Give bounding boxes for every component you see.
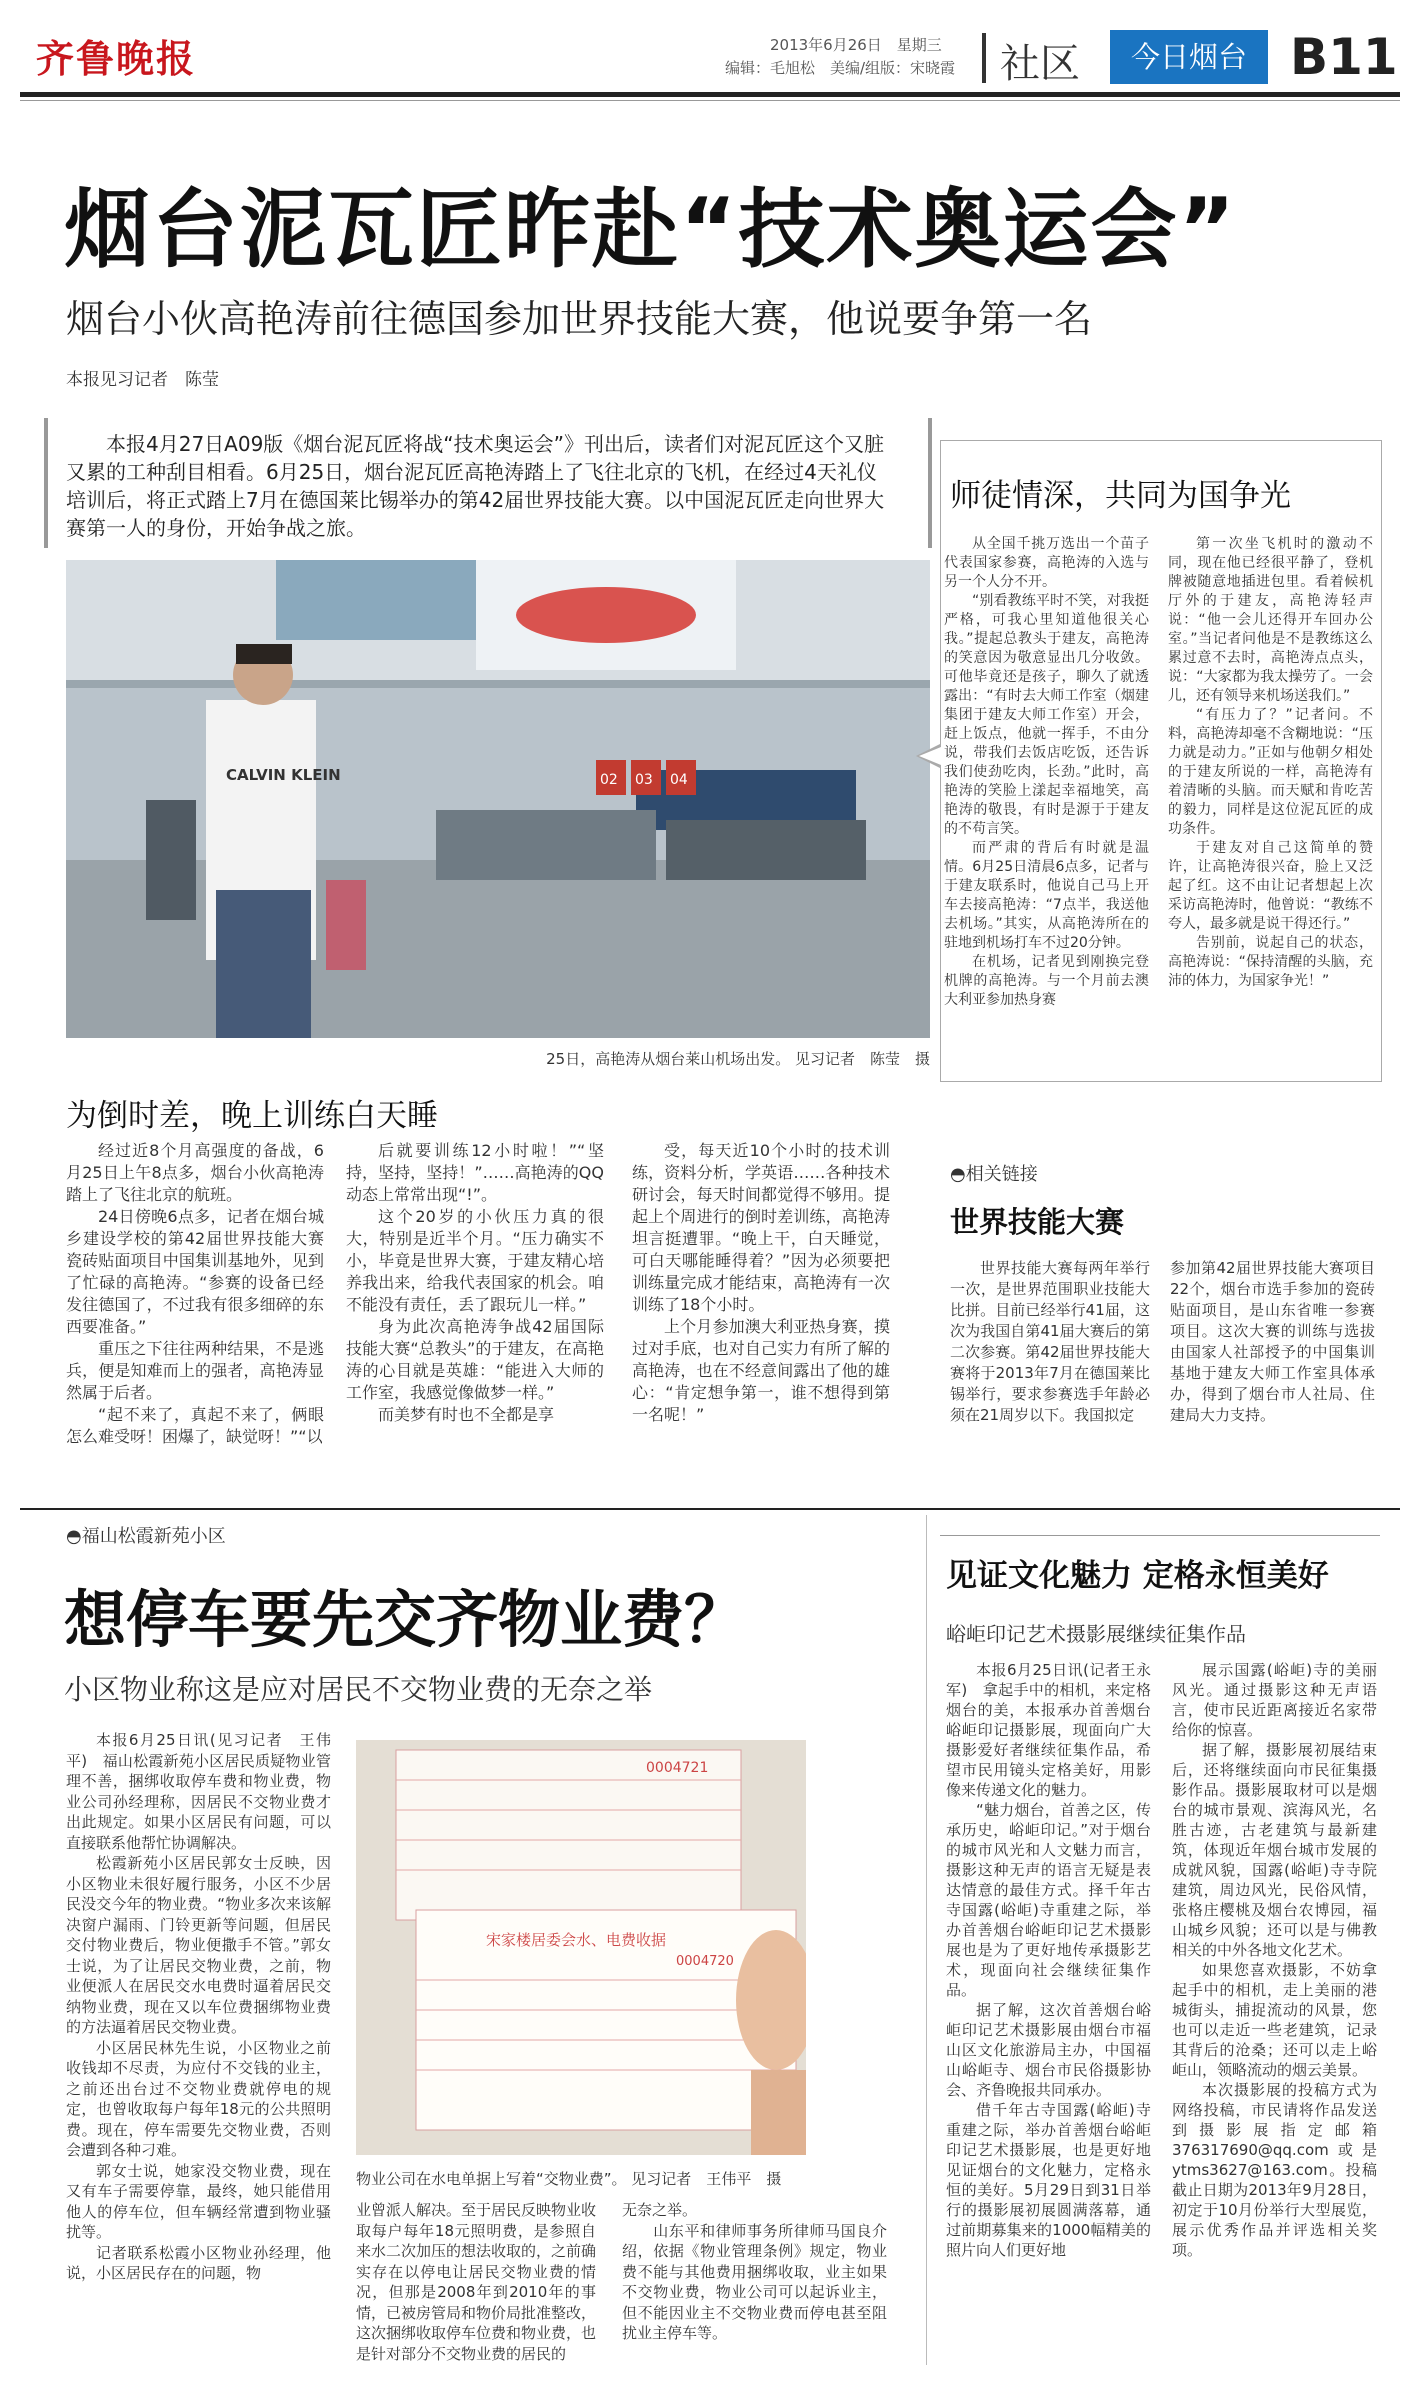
header-divider xyxy=(982,33,986,83)
paragraph: 郭女士说，她家没交物业费，现在又有车子需要停靠，最终，她只能借用他人的停车位，但车辆经常遭到物业骚扰等。 xyxy=(66,2161,331,2241)
paragraph: 本报6月25日讯(记者王永军) 拿起手中的相机，来定格烟台的美，本报承办首善烟台峪岠印记摄影展，现面向广大摄影爱好者继续征集作品，希望市民用镜头定格美好，用影像来传递文化的魅力。 xyxy=(946,1661,1151,1799)
paragraph: 而严肃的背后有时就是温情。6月25日清晨6点多，记者与于建友联系时，他说自己马上开车去接高艳涛：“7点半，我送他去机场。”其实，从高艳涛所在的驻地到机场打车不过20分钟。 xyxy=(944,840,1149,951)
paragraph: 借千年古寺国露(峪岠)寺重建之际，举办首善烟台峪岠印记艺术摄影展，也是更好地见证烟台的文化魅力，定格永恒的美好。5月29日到31日举行的摄影展初展圆满落幕，通过前期募集来的1000幅精美的照片向人们更好地 xyxy=(946,2101,1151,2259)
story2-kicker xyxy=(66,1522,226,1548)
paragraph: 展示国露(峪岠)寺的美丽风光。通过摄影这种无声语言，使市民近距离接近名家带给你的惊喜。 xyxy=(1172,1661,1377,1739)
related-head: 世界技能大赛 xyxy=(950,1205,1125,1239)
sidebar-head: 师徒情深，共同为国争光 xyxy=(950,478,1291,514)
section-divider xyxy=(20,1508,1400,1510)
paragraph: “有压力了？”记者问。不料，高艳涛却毫不含糊地说：“压力就是动力。”正如与他朝夕相处的于建友所说的一样，高艳涛有着清晰的头脑。而天赋和肯吃苦的毅力，同样是这位泥瓦匠的成功条件。 xyxy=(1168,707,1373,837)
section-name: 社区 xyxy=(1000,41,1080,87)
paragraph: 从全国千挑万选出一个苗子代表国家参赛，高艳涛的入选与另一个人分不开。 xyxy=(944,536,1149,590)
story2-col1 xyxy=(66,1730,331,2370)
story3-headline: 见证文化魅力 定格永恒美好 xyxy=(946,1558,1329,1594)
page-number: B11 xyxy=(1290,28,1398,86)
paragraph: 身为此次高艳涛争战42届国际技能大赛“总教头”的于建友，在高艳涛的心目就是英雄：“能进入大师的工作室，我感觉像做梦一样。” xyxy=(346,1317,604,1402)
paragraph: 记者联系松霞小区物业孙经理，他说，小区居民存在的问题，物 xyxy=(66,2243,331,2282)
story2-subhead: 小区物业称这是应对居民不交物业费的无奈之举 xyxy=(64,1673,653,1706)
main-headline: 烟台泥瓦匠昨赴“技术奥运会” xyxy=(64,180,1238,280)
paragraph: 这个20岁的小伙压力真的很大，特别是近半个月。“压力确实不小，毕竟是世界大赛，于建友精心培养我出来，给我代表国家的机会。咱不能没有责任，丢了跟玩儿一样。” xyxy=(346,1207,604,1314)
paragraph: 24日傍晚6点多，记者在烟台城乡建设学校的第42届世界技能大赛瓷砖贴面项目中国集训基地外，见到了忙碌的高艳涛。“参赛的设备已经发往德国了，不过我有很多细碎的东西要准备。” xyxy=(66,1207,324,1336)
paragraph: “别看教练平时不笑，对我挺严格，可我心里知道他很关心我。”提起总教头于建友，高艳涛的笑意因为敬意显出几分收敛。可他毕竟还是孩子，聊久了就透露出：“有时去大师工作室（烟建集团于建友大师工作室）开会，赶上饭点，他就一挥手，不由分说，带我们去饭店吃饭，还告诉我们使劲吃肉，长劲。”此时，高艳涛的笑脸上漾起幸福地笑，高艳涛的敬畏，有时是源于于建友的不苟言笑。 xyxy=(944,593,1149,837)
photo1-caption: 25日，高艳涛从烟台莱山机场出发。 见习记者 陈莹 摄 xyxy=(546,1050,930,1068)
story2-col3: 无奈之举。 山东平和律师事务所律师马国良介绍，依据《物业管理条例》规定，物业费不能与其他费用捆绑收取，业主如果不交物业费，物业公司可以起诉业主，但不能因业主不交物业费而停电甚至阻扰业主停车等。 xyxy=(622,2201,887,2342)
airport-photo xyxy=(66,560,930,1038)
sidebar-col1 xyxy=(944,535,1149,1075)
lead-paragraph: 本报4月27日A09版《烟台泥瓦匠将战“技术奥运会”》刊出后，读者们对泥瓦匠这个又脏又累的工种刮目相看。6月25日，烟台泥瓦匠高艳涛踏上了飞往北京的飞机，在经过4天礼仪培训后，将正式踏上7月在德国莱比锡举办的第42届世界技能大赛。以中国泥瓦匠走向世界大赛第一人的身份，开始争战之旅。 xyxy=(66,432,885,540)
kicker-icon: ◓ xyxy=(66,1526,82,1547)
story3-subhead: 峪岠印记艺术摄影展继续征集作品 xyxy=(946,1622,1246,1646)
paragraph: 重压之下往往两种结果，不是逃兵，便是知难而上的强者，高艳涛显然属于后者。 xyxy=(66,1339,324,1402)
paragraph: 受，每天近10个小时的技术训练，资料分析，学英语……各种技术研讨会，每天时间都觉得不够用。提起上个周进行的倒时差训练，高艳涛坦言挺遭罪。“晚上干，白天睡觉，可白天哪能睡得着？”因为必须要把训练量完成才能结束，高艳涛有一次训练了18个小时。 xyxy=(632,1141,890,1314)
section-tag: 今日烟台 xyxy=(1110,30,1268,84)
paragraph: 本报6月25日讯(见习记者 王伟平) 福山松霞新苑小区居民质疑物业管理不善，捆绑收取停车费和物业费，物业公司孙经理称，因居民不交物业费才出此规定。如果小区居民有问题，可以直接联系他帮忙协调解决。 xyxy=(66,1731,331,1852)
story1-col1 xyxy=(66,1140,324,1540)
sidebar-col2 xyxy=(1168,535,1373,1075)
story3-col2 xyxy=(1172,1660,1377,2370)
sign-04: 04 xyxy=(670,772,688,788)
photo2-caption: 物业公司在水电单据上写着“交物业费”。 见习记者 王伟平 摄 xyxy=(356,2170,782,2188)
issue-date: 2013年6月26日 星期三 xyxy=(770,36,942,54)
receipt-title: 宋家楼居委会水、电费收据 xyxy=(486,1931,667,1949)
story1-col3 xyxy=(632,1140,890,1540)
story2-headline: 想停车要先交齐物业费？ xyxy=(64,1583,747,1656)
main-subhead: 烟台小伙高艳涛前往德国参加世界技能大赛，他说要争第一名 xyxy=(66,297,1093,341)
paragraph: 后就要训练12小时啦！”“坚持，坚持，坚持！”……高艳涛的QQ动态上常常出现“!”。 xyxy=(346,1141,604,1204)
paragraph: 如果您喜欢摄影，不妨拿起手中的相机，走上美丽的港城街头，捕捉流动的风景，您也可以走近一些老建筑，记录其背后的沧桑；还可以走上峪岠山，领略流动的烟云美景。 xyxy=(1172,1961,1377,2079)
paragraph: 小区居民林先生说，小区物业之前收钱却不尽责，为应付不交钱的业主，之前还出台过不交物业费就停电的规定，也曾收取每户每年18元的公共照明费。现在，停车需要先交物业费，否则会遭到各种刁难。 xyxy=(66,2038,331,2159)
paragraph: 在机场，记者见到刚换完登机牌的高艳涛。与一个月前去澳大利亚参加热身赛 xyxy=(944,954,1149,1008)
paragraph: 据了解，摄影展初展结束后，还将继续面向市民征集摄影作品。摄影展取材可以是烟台的城市景观、滨海风光，名胜古迹，古老建筑与最新建筑，体现近年烟台城市发展的成就风貌，国露(峪岠)寺寺院建筑，周边风光，民俗风情，张格庄樱桃及烟台农博园，福山城乡风貌；还可以是与佛教相关的中外各地文化艺术。 xyxy=(1172,1741,1377,1959)
masthead-logo: 齐鲁晚报 xyxy=(36,36,197,81)
related-col2: 参加第42届世界技能大赛项目22个，烟台市选手参加的瓷砖贴面项目，是山东省唯一参赛项目。这次大赛的训练与选拔由国家人社部授予的中国集训基地于建友大师工作室具体承办，得到了烟台市人社局、住建局大力支持。 xyxy=(1170,1259,1375,1424)
story1-col2 xyxy=(346,1140,604,1540)
story3-top-rule xyxy=(940,1535,1380,1536)
receipt-number-2: 0004720 xyxy=(676,1954,734,1969)
sign-03: 03 xyxy=(635,772,653,788)
editor-credits: 编辑：毛旭松 美编/组版：宋晓霞 xyxy=(725,59,956,77)
paragraph: 第一次坐飞机时的激动不同，现在他已经很平静了，登机牌被随意地插进包里。看着候机厅外的于建友，高艳涛轻声说：“他一会儿还得开车回办公室。”当记者问他是不是教练这么累过意不去时，高艳涛点点头，说：“大家都为我太操劳了。一会儿，还有领导来机场送我们。” xyxy=(1168,536,1373,704)
main-byline: 本报见习记者 陈莹 xyxy=(66,370,219,390)
shirt-text: CALVIN KLEIN xyxy=(226,766,341,784)
kicker-label: 福山松霞新苑小区 xyxy=(81,1526,226,1547)
paragraph: 而美梦有时也不全都是享 xyxy=(378,1405,555,1424)
related-tag xyxy=(950,1160,1038,1186)
related-tag-label: 相关链接 xyxy=(965,1164,1038,1185)
sidebar-pointer-inner xyxy=(919,747,941,765)
story2-col2: 业曾派人解决。至于居民反映物业收取每户每年18元照明费，是参照自来水二次加压的想法收取的，之前确实存在以停电让居民交物业费的情况，但那是2008年到2010年的事情，已被房管局和物价局批准整改，这次捆绑收取停车位费和物业费，也是针对部分不交物业费的居民的 xyxy=(356,2201,596,2363)
airport-photo-art xyxy=(66,560,930,1038)
related-col1: 世界技能大赛每两年举行一次，是世界范围职业技能大比拼。目前已经举行41届，这次为我国自第41届大赛后的第二次参赛。第42届世界技能大赛将于2013年7月在德国莱比锡举行，要求参赛选手年龄必须在21周岁以下。我国拟定 xyxy=(950,1259,1150,1424)
sign-02: 02 xyxy=(600,772,618,788)
section-head-training: 为倒时差，晚上训练白天睡 xyxy=(66,1098,438,1134)
paragraph: “魅力烟台，首善之区，传承历史，峪岠印记。”对于烟台的城市风光和人文魅力而言，摄影这种无声的语言无疑是表达情意的最佳方式。择千年古寺国露(峪岠)寺重建之际，举办首善烟台峪岠印记艺术摄影展也是为了更好地传承摄影艺术，现面向社会继续征集作品。 xyxy=(946,1801,1151,1999)
paragraph: 于建友对自己这简单的赞许，让高艳涛很兴奋，脸上又泛起了红。这不由让记者想起上次采访高艳涛时，他曾说：“教练不夸人，最多就是说干得还行。” xyxy=(1168,840,1373,932)
header-thin-rule xyxy=(20,100,1400,101)
receipt-number-1: 0004721 xyxy=(646,1760,709,1776)
paragraph: 松霞新苑小区居民郭女士反映，因小区物业未很好履行服务，小区不少居民没交今年的物业费。“物业多次来该解决窗户漏雨、门铃更新等问题，但居民交付物业费后，物业便撒手不管。”郭女士说，为了让居民交物业费，之前，物业便派人在居民交水电费时逼着居民交纳物业费，现在又以车位费捆绑物业费的方法逼着居民交物业费。 xyxy=(66,1854,331,2036)
header-rule xyxy=(20,92,1400,97)
paragraph: 告别前，说起自己的状态，高艳涛说：“保持清醒的头脑，充沛的体力，为国家争光！” xyxy=(1168,935,1373,989)
paragraph: 经过近8个月高强度的备战，6月25日上午8点多，烟台小伙高艳涛踏上了飞往北京的航班。 xyxy=(66,1141,324,1204)
story3-col1 xyxy=(946,1660,1151,2370)
receipt-photo xyxy=(356,1740,806,2155)
column-divider xyxy=(926,1515,927,2365)
paragraph: 据了解，这次首善烟台峪岠印记艺术摄影展由烟台市福山区文化旅游局主办，中国福山峪岠寺、烟台市民俗摄影协会、齐鲁晚报共同承办。 xyxy=(946,2001,1151,2099)
paragraph: “起不来了，真起不来了，俩眼怎么难受呀！困爆了，缺觉呀！”“以 xyxy=(66,1405,324,1446)
receipt-photo-art xyxy=(356,1740,806,2155)
paragraph: 本次摄影展的投稿方式为网络投稿，市民请将作品发送到摄影展指定邮箱376317690@qq.com或是ytms3627@163.com。投稿截止日期为2013年9月28日，初定于10月份举行大型展览，展示优秀作品并评选相关奖项。 xyxy=(1172,2081,1377,2259)
paragraph: 上个月参加澳大利亚热身赛，摸过对手底，也对自己实力有所了解的高艳涛，也在不经意间露出了他的雄心：“肯定想争第一，谁不想得到第一名呢！” xyxy=(632,1317,890,1424)
related-tag-icon: ◓ xyxy=(950,1164,966,1185)
